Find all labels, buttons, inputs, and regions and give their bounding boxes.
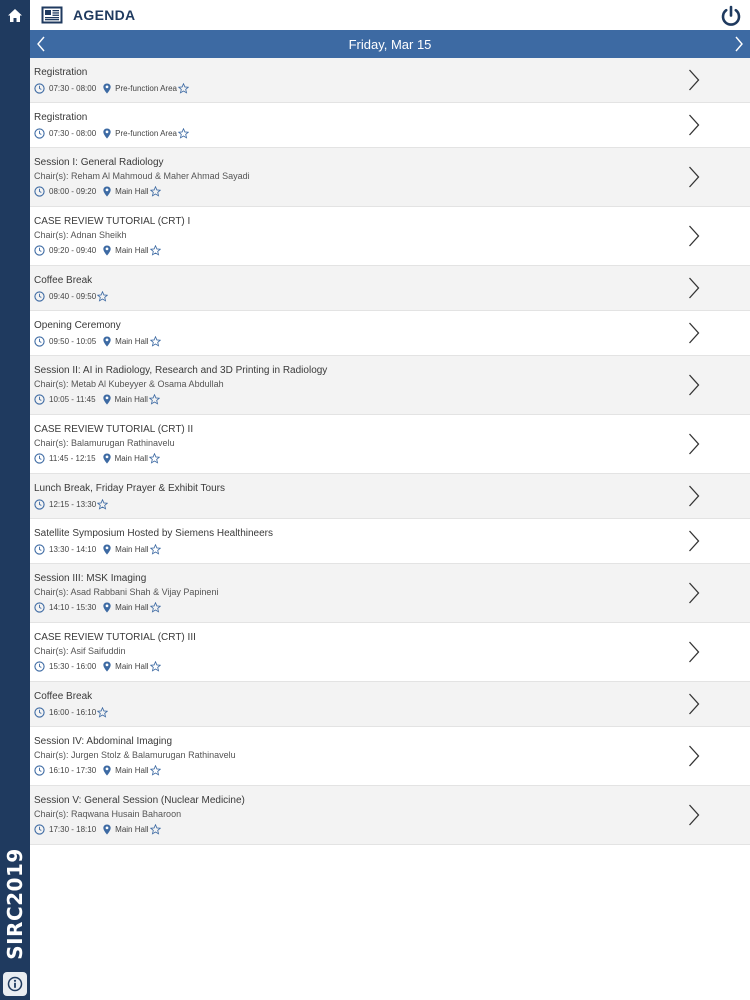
home-icon (7, 8, 23, 23)
session-time: 14:10 - 15:30 (49, 603, 97, 612)
current-date: Friday, Mar 15 (348, 36, 432, 52)
session-time: 16:00 - 16:10 (49, 708, 97, 717)
session-title: Session V: General Session (Nuclear Medicine) (34, 795, 245, 806)
star-icon[interactable] (149, 453, 160, 464)
info-button[interactable] (3, 972, 27, 996)
agenda-row[interactable] (30, 148, 750, 207)
power-icon[interactable] (720, 5, 742, 27)
chevron-right-icon (688, 114, 700, 136)
session-meta (34, 336, 161, 347)
agenda-row[interactable] (30, 474, 750, 519)
map-pin-icon (102, 602, 112, 613)
page-title: AGENDA (73, 7, 136, 23)
chevron-right-icon (688, 433, 700, 455)
left-rail (0, 0, 30, 1000)
session-location: Main Hall (115, 662, 149, 671)
session-location: Main Hall (115, 337, 149, 346)
map-pin-icon (102, 544, 112, 555)
chevron-right-icon (688, 641, 700, 663)
session-title: Lunch Break, Friday Prayer & Exhibit Tours (34, 483, 226, 494)
star-icon[interactable] (150, 824, 161, 835)
session-meta (34, 824, 161, 835)
agenda-row[interactable] (30, 207, 750, 266)
map-pin-icon (102, 824, 112, 835)
clock-icon (34, 83, 45, 94)
clock-icon (34, 245, 45, 256)
session-location: Main Hall (115, 246, 149, 255)
clock-icon (34, 394, 45, 405)
session-chairs: Chair(s): Balamurugan Rathinavelu (34, 438, 175, 448)
session-time: 07:30 - 08:00 (49, 84, 97, 93)
session-title: Opening Ceremony (34, 320, 121, 331)
agenda-row[interactable] (30, 311, 750, 356)
chevron-right-icon (688, 485, 700, 507)
chevron-right-icon (688, 745, 700, 767)
clock-icon (34, 453, 45, 464)
agenda-list (30, 58, 750, 845)
session-title: Coffee Break (34, 691, 93, 702)
session-time: 07:30 - 08:00 (49, 129, 97, 138)
chevron-right-icon (688, 69, 700, 91)
chevron-right-icon (735, 36, 743, 52)
session-meta (34, 499, 108, 510)
session-location: Main Hall (114, 454, 148, 463)
star-icon[interactable] (150, 186, 161, 197)
session-meta (34, 602, 161, 613)
session-chairs: Chair(s): Asad Rabbani Shah & Vijay Papineni (34, 587, 219, 597)
session-location: Main Hall (115, 603, 149, 612)
agenda-row[interactable] (30, 58, 750, 103)
star-icon[interactable] (149, 394, 160, 405)
previous-day-button[interactable] (34, 35, 48, 53)
date-navigator (30, 30, 750, 58)
agenda-row[interactable] (30, 103, 750, 148)
session-title: Session II: AI in Radiology, Research and 3D Printing in Radiology (34, 365, 328, 376)
session-title: Session IV: Abdominal Imaging (34, 736, 173, 747)
session-title: Registration (34, 112, 88, 123)
star-icon[interactable] (150, 661, 161, 672)
star-icon[interactable] (97, 291, 108, 302)
star-icon[interactable] (97, 707, 108, 718)
clock-icon (34, 765, 45, 776)
session-location: Main Hall (115, 187, 149, 196)
chevron-right-icon (688, 582, 700, 604)
session-time: 15:30 - 16:00 (49, 662, 97, 671)
map-pin-icon (102, 336, 112, 347)
session-time: 10:05 - 11:45 (49, 395, 96, 404)
agenda-row[interactable] (30, 682, 750, 727)
session-chairs: Chair(s): Jurgen Stolz & Balamurugan Rathinavelu (34, 750, 236, 760)
chevron-right-icon (688, 804, 700, 826)
map-pin-icon (102, 453, 112, 464)
session-location: Pre-function Area (115, 84, 177, 93)
star-icon[interactable] (150, 765, 161, 776)
session-time: 09:50 - 10:05 (49, 337, 97, 346)
agenda-row[interactable] (30, 727, 750, 786)
star-icon[interactable] (178, 83, 189, 94)
session-title: Registration (34, 67, 88, 78)
app-header (30, 0, 750, 30)
session-meta (34, 707, 108, 718)
clock-icon (34, 291, 45, 302)
chevron-left-icon (37, 36, 45, 52)
clock-icon (34, 544, 45, 555)
star-icon[interactable] (150, 602, 161, 613)
session-title: Satellite Symposium Hosted by Siemens Healthineers (34, 528, 273, 539)
star-icon[interactable] (97, 499, 108, 510)
brand-logo (2, 848, 28, 960)
session-meta (34, 83, 189, 94)
map-pin-icon (102, 128, 112, 139)
clock-icon (34, 602, 45, 613)
session-time: 11:45 - 12:15 (49, 454, 96, 463)
session-meta (34, 291, 108, 302)
map-pin-icon (102, 765, 112, 776)
session-location: Main Hall (115, 766, 149, 775)
clock-icon (34, 336, 45, 347)
session-title: Coffee Break (34, 275, 93, 286)
session-chairs: Chair(s): Raqwana Husain Baharoon (34, 809, 182, 819)
agenda-row[interactable] (30, 266, 750, 311)
session-title: Session III: MSK Imaging (34, 573, 147, 584)
agenda-row[interactable] (30, 786, 750, 845)
chevron-right-icon (688, 693, 700, 715)
star-icon[interactable] (150, 336, 161, 347)
session-time: 08:00 - 09:20 (49, 187, 97, 196)
home-button[interactable] (0, 0, 30, 30)
session-time: 16:10 - 17:30 (49, 766, 97, 775)
newspaper-icon (41, 6, 63, 24)
session-location: Pre-function Area (115, 129, 177, 138)
session-time: 12:15 - 13:30 (49, 500, 97, 509)
star-icon[interactable] (150, 245, 161, 256)
session-location: Main Hall (115, 545, 149, 554)
chevron-right-icon (688, 166, 700, 188)
session-location: Main Hall (114, 395, 148, 404)
map-pin-icon (102, 245, 112, 256)
session-meta (34, 245, 161, 256)
chevron-right-icon (688, 374, 700, 396)
agenda-row[interactable] (30, 415, 750, 474)
next-day-button[interactable] (732, 35, 746, 53)
session-title: CASE REVIEW TUTORIAL (CRT) II (34, 424, 194, 435)
session-meta (34, 765, 161, 776)
clock-icon (34, 824, 45, 835)
session-chairs: Chair(s): Metab Al Kubeyyer & Osama Abdullah (34, 379, 224, 389)
map-pin-icon (102, 394, 112, 405)
agenda-row[interactable] (30, 564, 750, 623)
chevron-right-icon (688, 530, 700, 552)
session-meta (34, 544, 161, 555)
session-meta (34, 186, 161, 197)
session-title: Session I: General Radiology (34, 157, 164, 168)
session-title: CASE REVIEW TUTORIAL (CRT) III (34, 632, 196, 643)
session-meta (34, 128, 189, 139)
session-time: 17:30 - 18:10 (49, 825, 97, 834)
session-chairs: Chair(s): Reham Al Mahmoud & Maher Ahmad Sayadi (34, 171, 250, 181)
clock-icon (34, 661, 45, 672)
chevron-right-icon (688, 322, 700, 344)
agenda-row[interactable] (30, 519, 750, 564)
session-title: CASE REVIEW TUTORIAL (CRT) I (34, 216, 191, 227)
info-icon (7, 976, 23, 992)
session-meta (34, 394, 160, 405)
session-meta (34, 661, 161, 672)
session-chairs: Chair(s): Asif Saifuddin (34, 646, 126, 656)
map-pin-icon (102, 661, 112, 672)
chevron-right-icon (688, 277, 700, 299)
agenda-row[interactable] (30, 356, 750, 415)
agenda-row[interactable] (30, 623, 750, 682)
map-pin-icon (102, 83, 112, 94)
chevron-right-icon (688, 225, 700, 247)
session-time: 09:20 - 09:40 (49, 246, 97, 255)
map-pin-icon (102, 186, 112, 197)
clock-icon (34, 128, 45, 139)
session-chairs: Chair(s): Adnan Sheikh (34, 230, 127, 240)
session-location: Main Hall (115, 825, 149, 834)
star-icon[interactable] (150, 544, 161, 555)
session-meta (34, 453, 160, 464)
clock-icon (34, 707, 45, 718)
clock-icon (34, 499, 45, 510)
session-time: 13:30 - 14:10 (49, 545, 97, 554)
brand-text: SIRC2019 (3, 848, 27, 960)
clock-icon (34, 186, 45, 197)
session-time: 09:40 - 09:50 (49, 292, 97, 301)
star-icon[interactable] (178, 128, 189, 139)
